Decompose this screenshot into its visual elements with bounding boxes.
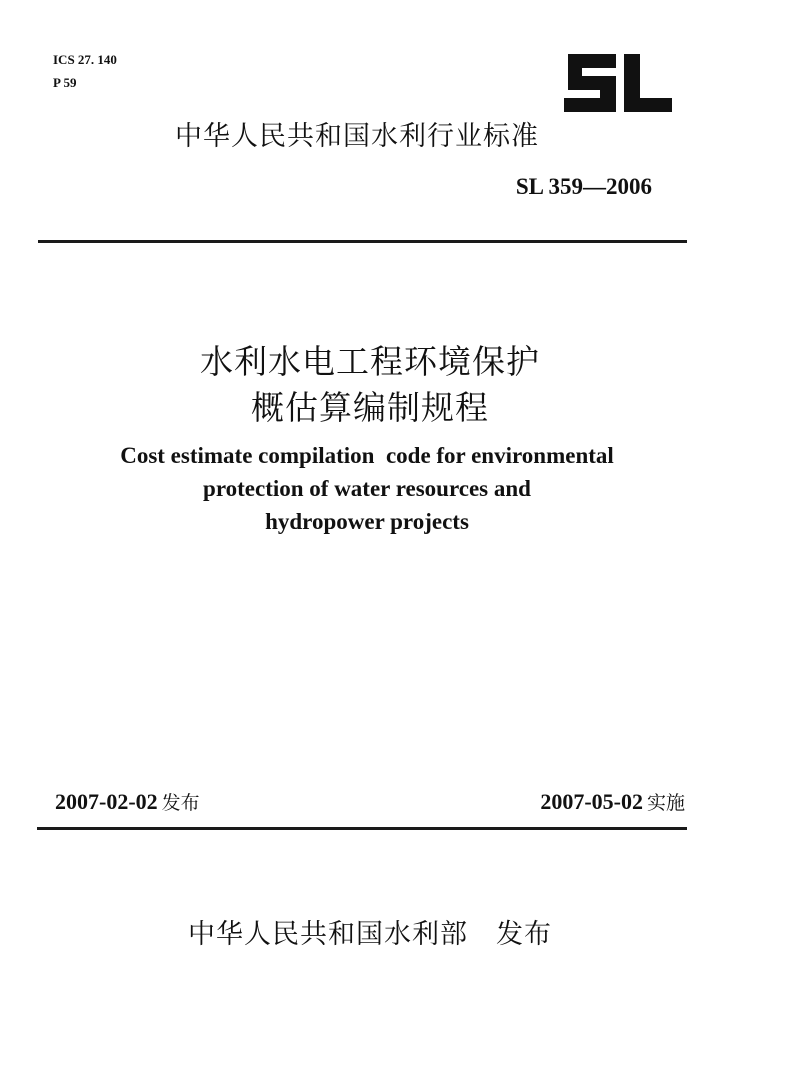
standard-number: SL 359—2006 <box>515 174 652 199</box>
issue-date-value: 2007-02-02 <box>55 789 158 814</box>
bottom-divider <box>37 827 687 830</box>
top-divider <box>38 240 687 243</box>
ics-code: ICS 27. 140 <box>53 52 117 67</box>
english-title-line-3: hydropower projects <box>265 509 469 534</box>
issue-date <box>55 788 200 815</box>
implementation-date <box>540 788 685 815</box>
implementation-date-value: 2007-05-02 <box>540 789 643 814</box>
industry-standard-text: 中华人民共和国水利行业标准 <box>175 121 539 152</box>
publisher-name: 中华人民共和国水利部 <box>188 919 468 950</box>
sl-logo-icon <box>560 50 675 116</box>
ccs-code: P 59 <box>53 75 77 90</box>
issue-date-label: 发布 <box>161 792 200 814</box>
industry-standard-title <box>0 114 720 153</box>
implementation-date-label: 实施 <box>646 792 685 814</box>
english-title-line-2: protection of water resources and <box>203 476 531 501</box>
chinese-title-line-2: 概估算编制规程 <box>251 388 489 427</box>
publish-label: 发布 <box>496 919 552 950</box>
chinese-title-line-1: 水利水电工程环境保护 <box>200 342 540 381</box>
english-title-line-1: Cost estimate compilation code for environmental <box>120 443 614 468</box>
publisher <box>0 912 740 951</box>
